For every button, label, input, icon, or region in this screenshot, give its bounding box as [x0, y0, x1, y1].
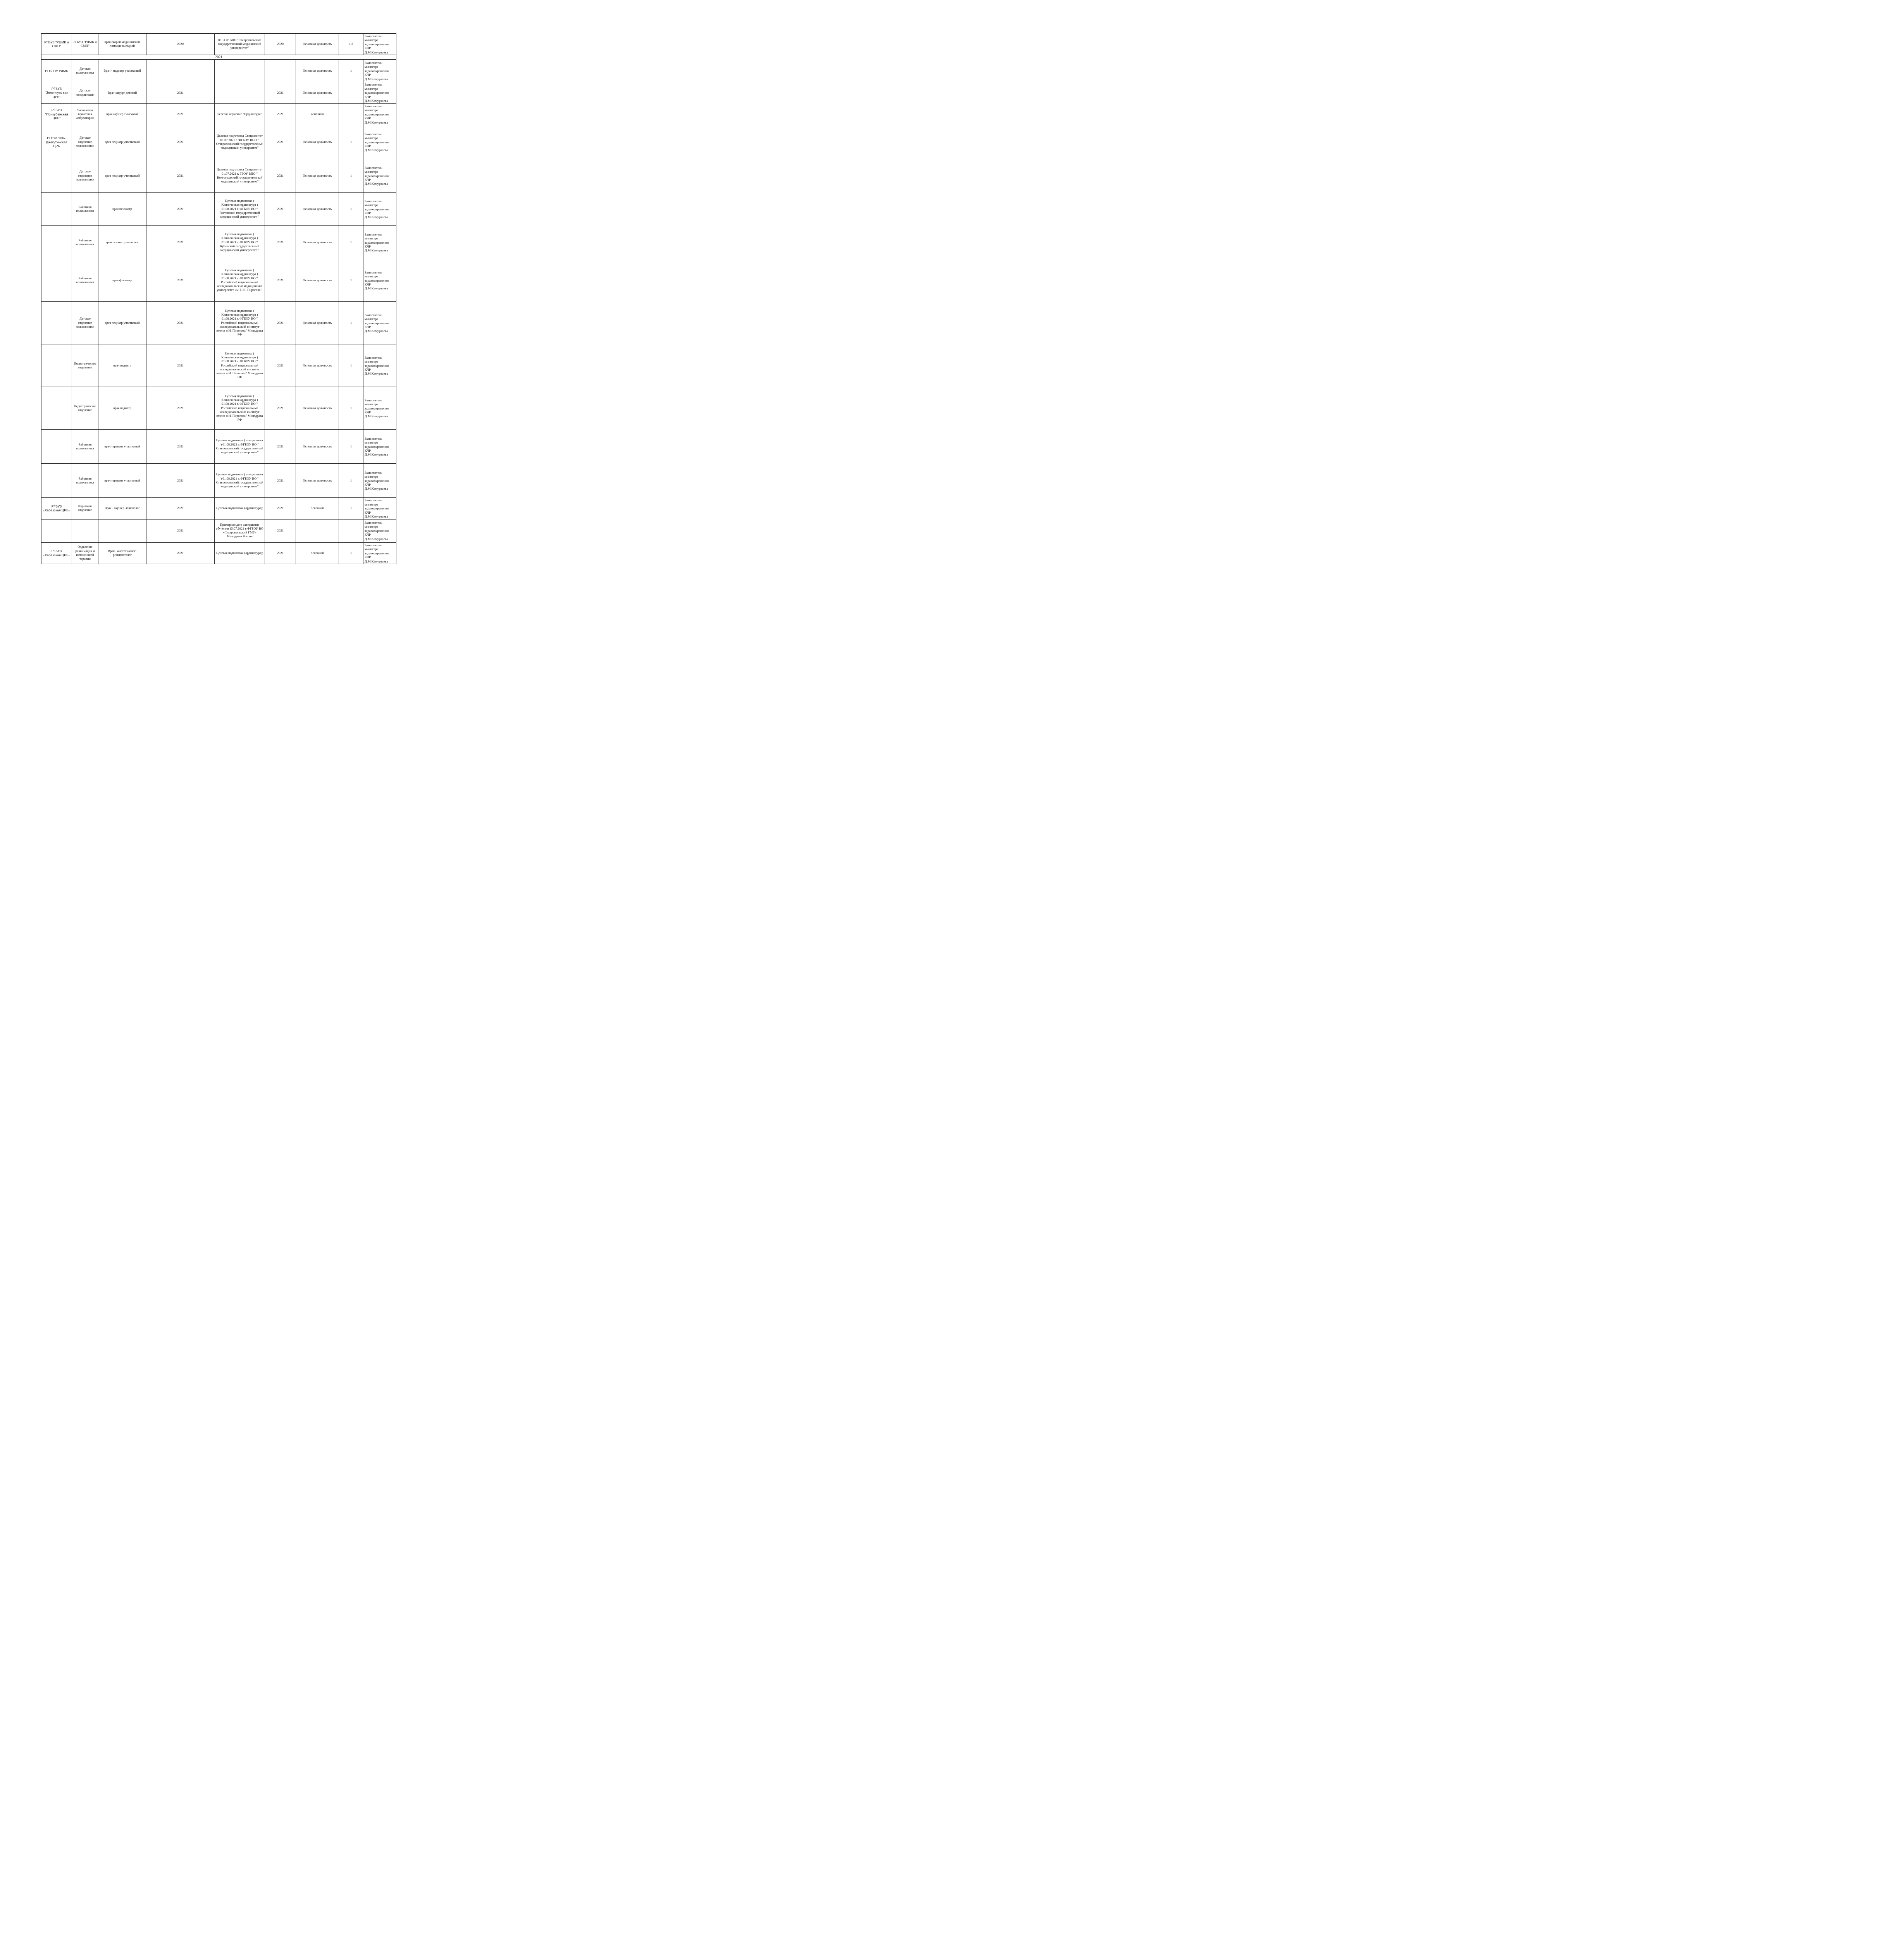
position-cell: врач психиатр-нарколог [98, 226, 146, 259]
year-band-label: 2021 [41, 55, 396, 60]
org-cell: РГБУЗ «Хабезская ЦРБ» [41, 542, 72, 564]
grad-year-cell: 2021 [265, 519, 296, 542]
grad-year-cell: 2021 [265, 542, 296, 564]
post-type-cell: Основная должность [296, 259, 339, 302]
unit-cell: Детское отделение поликлиники [72, 302, 98, 344]
training-cell: Целевая подготовка ( Клиническая ординатура ) 01.08.2021 г. ФГБОУ ВО " Российский национальный исследовательский институт имени н.И. Пирогова" Минздрава РФ [215, 387, 265, 430]
training-cell: Целевая подготовка ( специалитет ) 01.08.2021 г. ФГБОУ ВО " Ставропольский государственный медицинский университет" [215, 464, 265, 498]
org-cell: РГБУЗ Усть-Джегутинская ЦРБ [41, 125, 72, 159]
rate-cell: 1 [339, 542, 363, 564]
org-cell: РГБУЗ "Зеленчукс кая ЦРБ" [41, 82, 72, 103]
position-cell: врач психиатр [98, 193, 146, 226]
org-cell [41, 430, 72, 464]
rate-cell: 1 [339, 259, 363, 302]
signer-cell: Заместитель министра здравоохранения КЧР Д.М.Камурзаева [363, 103, 396, 125]
table-row [41, 519, 396, 542]
position-cell: врач скорой медицинской помощи выездной [98, 34, 146, 55]
unit-cell: РГБУЗ "РЦМК и СМП" [72, 34, 98, 55]
table-row [41, 125, 396, 159]
position-cell: врач педиатр участковый [98, 302, 146, 344]
unit-cell: Детское отделение поликлиники [72, 125, 98, 159]
post-type-cell: Основная должность [296, 344, 339, 387]
year-cell: 2020 [146, 34, 215, 55]
org-cell: РГБУЗ "РЦМК и СМП" [41, 34, 72, 55]
post-type-cell: основная [296, 103, 339, 125]
rate-cell: 1 [339, 498, 363, 519]
rate-cell: 1 [339, 387, 363, 430]
unit-cell: Детское отделение поликлиники [72, 159, 98, 193]
training-cell: целевое обучение "Ординатура" [215, 103, 265, 125]
unit-cell [72, 519, 98, 542]
signer-cell: Заместитель министра здравоохранения КЧР Д.М.Камурзаева [363, 82, 396, 103]
grad-year-cell: 2021 [265, 226, 296, 259]
rate-cell: 1 [339, 302, 363, 344]
grad-year-cell: 2021 [265, 464, 296, 498]
unit-cell: Детская поликлиника [72, 60, 98, 82]
training-cell: ФГБОУ ВПО "Ставропольский государственный медицинский университет" [215, 34, 265, 55]
position-cell [98, 519, 146, 542]
training-cell: Целевая подготовка ( Клиническая ординатура ) 01.08.2021 г. ФГБОУ ВО " Кубанский государственный медицинский университет " [215, 226, 265, 259]
position-cell: Врач - анестезиолог-реаниматолог [98, 542, 146, 564]
year-cell: 2021 [146, 519, 215, 542]
training-cell: Целевая подготовка (ординатура); [215, 542, 265, 564]
org-cell [41, 344, 72, 387]
year-cell: 2021 [146, 464, 215, 498]
post-type-cell: Основная должность [296, 302, 339, 344]
rate-cell: 1 [339, 60, 363, 82]
employment-table [41, 33, 396, 564]
post-type-cell: основной [296, 542, 339, 564]
signer-cell: Заместитель министра здравоохранения КЧР Д.М.Камурзаева [363, 125, 396, 159]
grad-year-cell: 2020 [265, 34, 296, 55]
grad-year-cell: 2021 [265, 498, 296, 519]
training-cell: Целевая подготовка (ординатура); [215, 498, 265, 519]
unit-cell: Районная поликлиника [72, 226, 98, 259]
year-cell: 2021 [146, 103, 215, 125]
org-cell [41, 226, 72, 259]
year-cell: 2021 [146, 387, 215, 430]
org-cell [41, 159, 72, 193]
year-cell: 2021 [146, 125, 215, 159]
position-cell: врач терапевт участковый [98, 464, 146, 498]
training-cell: Примерная дата завершения обучения 15.07.2021 в ФГБОУ ВО «Ставропольский ГМУ» Минздрава России [215, 519, 265, 542]
position-cell: врач педиатр [98, 344, 146, 387]
year-band-row [41, 55, 396, 60]
rate-cell: 1 [339, 430, 363, 464]
org-cell [41, 193, 72, 226]
position-cell: врач педиатр [98, 387, 146, 430]
signer-cell: Заместитель министра здравоохранения КЧР Д.М.Камурзаева [363, 387, 396, 430]
rate-cell: 1 [339, 344, 363, 387]
position-cell: врач фтизиатр [98, 259, 146, 302]
post-type-cell [296, 519, 339, 542]
grad-year-cell: 2021 [265, 387, 296, 430]
grad-year-cell: 2021 [265, 159, 296, 193]
table-row [41, 344, 396, 387]
year-cell: 2021 [146, 226, 215, 259]
table-row [41, 259, 396, 302]
grad-year-cell: 2021 [265, 259, 296, 302]
year-cell: 2021 [146, 259, 215, 302]
position-cell: Врач - акушер -гинеколог [98, 498, 146, 519]
rate-cell: 1 [339, 125, 363, 159]
year-cell [146, 60, 215, 82]
training-cell [215, 60, 265, 82]
unit-cell: Районная поликлиника [72, 259, 98, 302]
signer-cell: Заместитель министра здравоохранения КЧР Д.М.Камурзаева [363, 226, 396, 259]
grad-year-cell: 2021 [265, 193, 296, 226]
signer-cell: Заместитель министра здравоохранения КЧР Д.М.Камурзаева [363, 259, 396, 302]
table-row [41, 159, 396, 193]
table-body [41, 34, 396, 564]
signer-cell: Заместитель министра здравоохранения КЧР Д.М.Камурзаева [363, 498, 396, 519]
unit-cell: Чапаевская врачебная амбулатория [72, 103, 98, 125]
grad-year-cell: 2021 [265, 125, 296, 159]
rate-cell [339, 82, 363, 103]
year-cell: 2021 [146, 542, 215, 564]
signer-cell: Заместитель министра здравоохранения КЧР Д.М.Камурзаева [363, 193, 396, 226]
training-cell: Целевая подготовка ( Клиническая ординатура ) 01.08.2021 г. ФГБОУ ВО " Российский национальный исследовательский институт имени н.И. Пирогова" Минздрава РФ [215, 302, 265, 344]
signer-cell: Заместитель министра здравоохранения КЧР Д.М.Камурзаева [363, 542, 396, 564]
rate-cell: 1 [339, 464, 363, 498]
rate-cell [339, 519, 363, 542]
table-row [41, 34, 396, 55]
org-cell: РГБУЗ "Прикубанская ЦРБ" [41, 103, 72, 125]
post-type-cell: Основная должность [296, 226, 339, 259]
post-type-cell: Основная должность [296, 82, 339, 103]
signer-cell: Заместитель министра здравоохранения КЧР Д.М.Камурзаева [363, 430, 396, 464]
table-row [41, 302, 396, 344]
year-cell: 2021 [146, 82, 215, 103]
year-cell: 2021 [146, 344, 215, 387]
unit-cell: Педиатрическое отделение [72, 387, 98, 430]
position-cell: врач акушер-гинеколог [98, 103, 146, 125]
training-cell: Целевая подготовка Специалитет 01.07.2021 г. ФГБОУ ВПО " Ставропольский государственный медицинский университет" [215, 125, 265, 159]
training-cell: Целевая подготовка ( специалитет ) 01.08.2022 г. ФГБОУ ВО " Ставропольский государственный медицинский университет" [215, 430, 265, 464]
org-cell [41, 387, 72, 430]
rate-cell: 1 [339, 159, 363, 193]
table-row [41, 226, 396, 259]
training-cell: Целевая подготовка ( Клиническая ординатура ) 01.08.2021 г. ФГБОУ ВО " Ростовский государственный медицинский университет " [215, 193, 265, 226]
post-type-cell: основной [296, 498, 339, 519]
org-cell [41, 302, 72, 344]
year-cell: 2021 [146, 159, 215, 193]
grad-year-cell: 2021 [265, 430, 296, 464]
position-cell: врач педиатр участковый [98, 125, 146, 159]
post-type-cell: Основная должность [296, 60, 339, 82]
position-cell: врач терапевт участковый [98, 430, 146, 464]
rate-cell: 1,2 [339, 34, 363, 55]
year-cell: 2021 [146, 430, 215, 464]
post-type-cell: Основная должность [296, 387, 339, 430]
rate-cell [339, 103, 363, 125]
signer-cell: Заместитель министра здравоохранения КЧР Д.М.Камурзаева [363, 60, 396, 82]
signer-cell: Заместитель министра здравоохранения КЧР Д.М.Камурзаева [363, 159, 396, 193]
training-cell: Целевая подготовка ( Клиническая ординатура ) 01.08.2021 г. ФГБОУ ВО " Российский национальный исследовательский институт имени н.И. Пирогова" Минздрава РФ [215, 344, 265, 387]
post-type-cell: Основная должность [296, 193, 339, 226]
org-cell: РГБЛПУ РДМБ [41, 60, 72, 82]
org-cell [41, 464, 72, 498]
signer-cell: Заместитель министра здравоохранения КЧР Д.М.Камурзаева [363, 519, 396, 542]
org-cell [41, 259, 72, 302]
table-row [41, 498, 396, 519]
table-row [41, 60, 396, 82]
unit-cell: Районная поликлиника [72, 430, 98, 464]
year-cell: 2021 [146, 302, 215, 344]
signer-cell: Заместитель министра здравоохранения КЧР Д.М.Камурзаева [363, 34, 396, 55]
post-type-cell: Основная должность [296, 464, 339, 498]
table-row [41, 542, 396, 564]
table-row [41, 103, 396, 125]
training-cell: Целевая подготовка ( Клиническая ординатура ) 01.08.2021 г. ФГБОУ ВО " Российский национальный исследовательский медицинский университет им. Н.И. Пирогова " [215, 259, 265, 302]
unit-cell: Районная поликлиника [72, 464, 98, 498]
unit-cell: Детская консультация [72, 82, 98, 103]
grad-year-cell: 2021 [265, 302, 296, 344]
year-cell: 2021 [146, 193, 215, 226]
signer-cell: Заместитель министра здравоохранения КЧР Д.М.Камурзаева [363, 344, 396, 387]
table-row [41, 193, 396, 226]
rate-cell: 1 [339, 226, 363, 259]
table-row [41, 82, 396, 103]
rate-cell: 1 [339, 193, 363, 226]
grad-year-cell: 2021 [265, 82, 296, 103]
position-cell: Врач-хирург детский [98, 82, 146, 103]
post-type-cell: Основная должность [296, 159, 339, 193]
training-cell [215, 82, 265, 103]
signer-cell: Заместитель министра здравоохранения КЧР Д.М.Камурзаева [363, 302, 396, 344]
training-cell: Целевая подготовка Специалитет 01.07.2021 г. ГБОУ ВПО " Волгоградский государственный медицинский университет" [215, 159, 265, 193]
post-type-cell: Основная должность [296, 430, 339, 464]
table-row [41, 387, 396, 430]
unit-cell: Районная поликлиника [72, 193, 98, 226]
grad-year-cell [265, 60, 296, 82]
post-type-cell: Основная должность [296, 125, 339, 159]
grad-year-cell: 2021 [265, 344, 296, 387]
unit-cell: Отделение реанимации и интенсивной терапии [72, 542, 98, 564]
post-type-cell: Основная должность [296, 34, 339, 55]
signer-cell: Заместитель министра здравоохранения КЧР Д.М.Камурзаева [363, 464, 396, 498]
unit-cell: Родильное отделение [72, 498, 98, 519]
position-cell: Врач - педиатр участковый [98, 60, 146, 82]
table-row [41, 464, 396, 498]
position-cell: врач педиатр участковый [98, 159, 146, 193]
unit-cell: Педиатрическое отделение [72, 344, 98, 387]
grad-year-cell: 2021 [265, 103, 296, 125]
table-row [41, 430, 396, 464]
org-cell: РГБУЗ «Хабезская ЦРБ» [41, 498, 72, 519]
org-cell [41, 519, 72, 542]
year-cell: 2021 [146, 498, 215, 519]
